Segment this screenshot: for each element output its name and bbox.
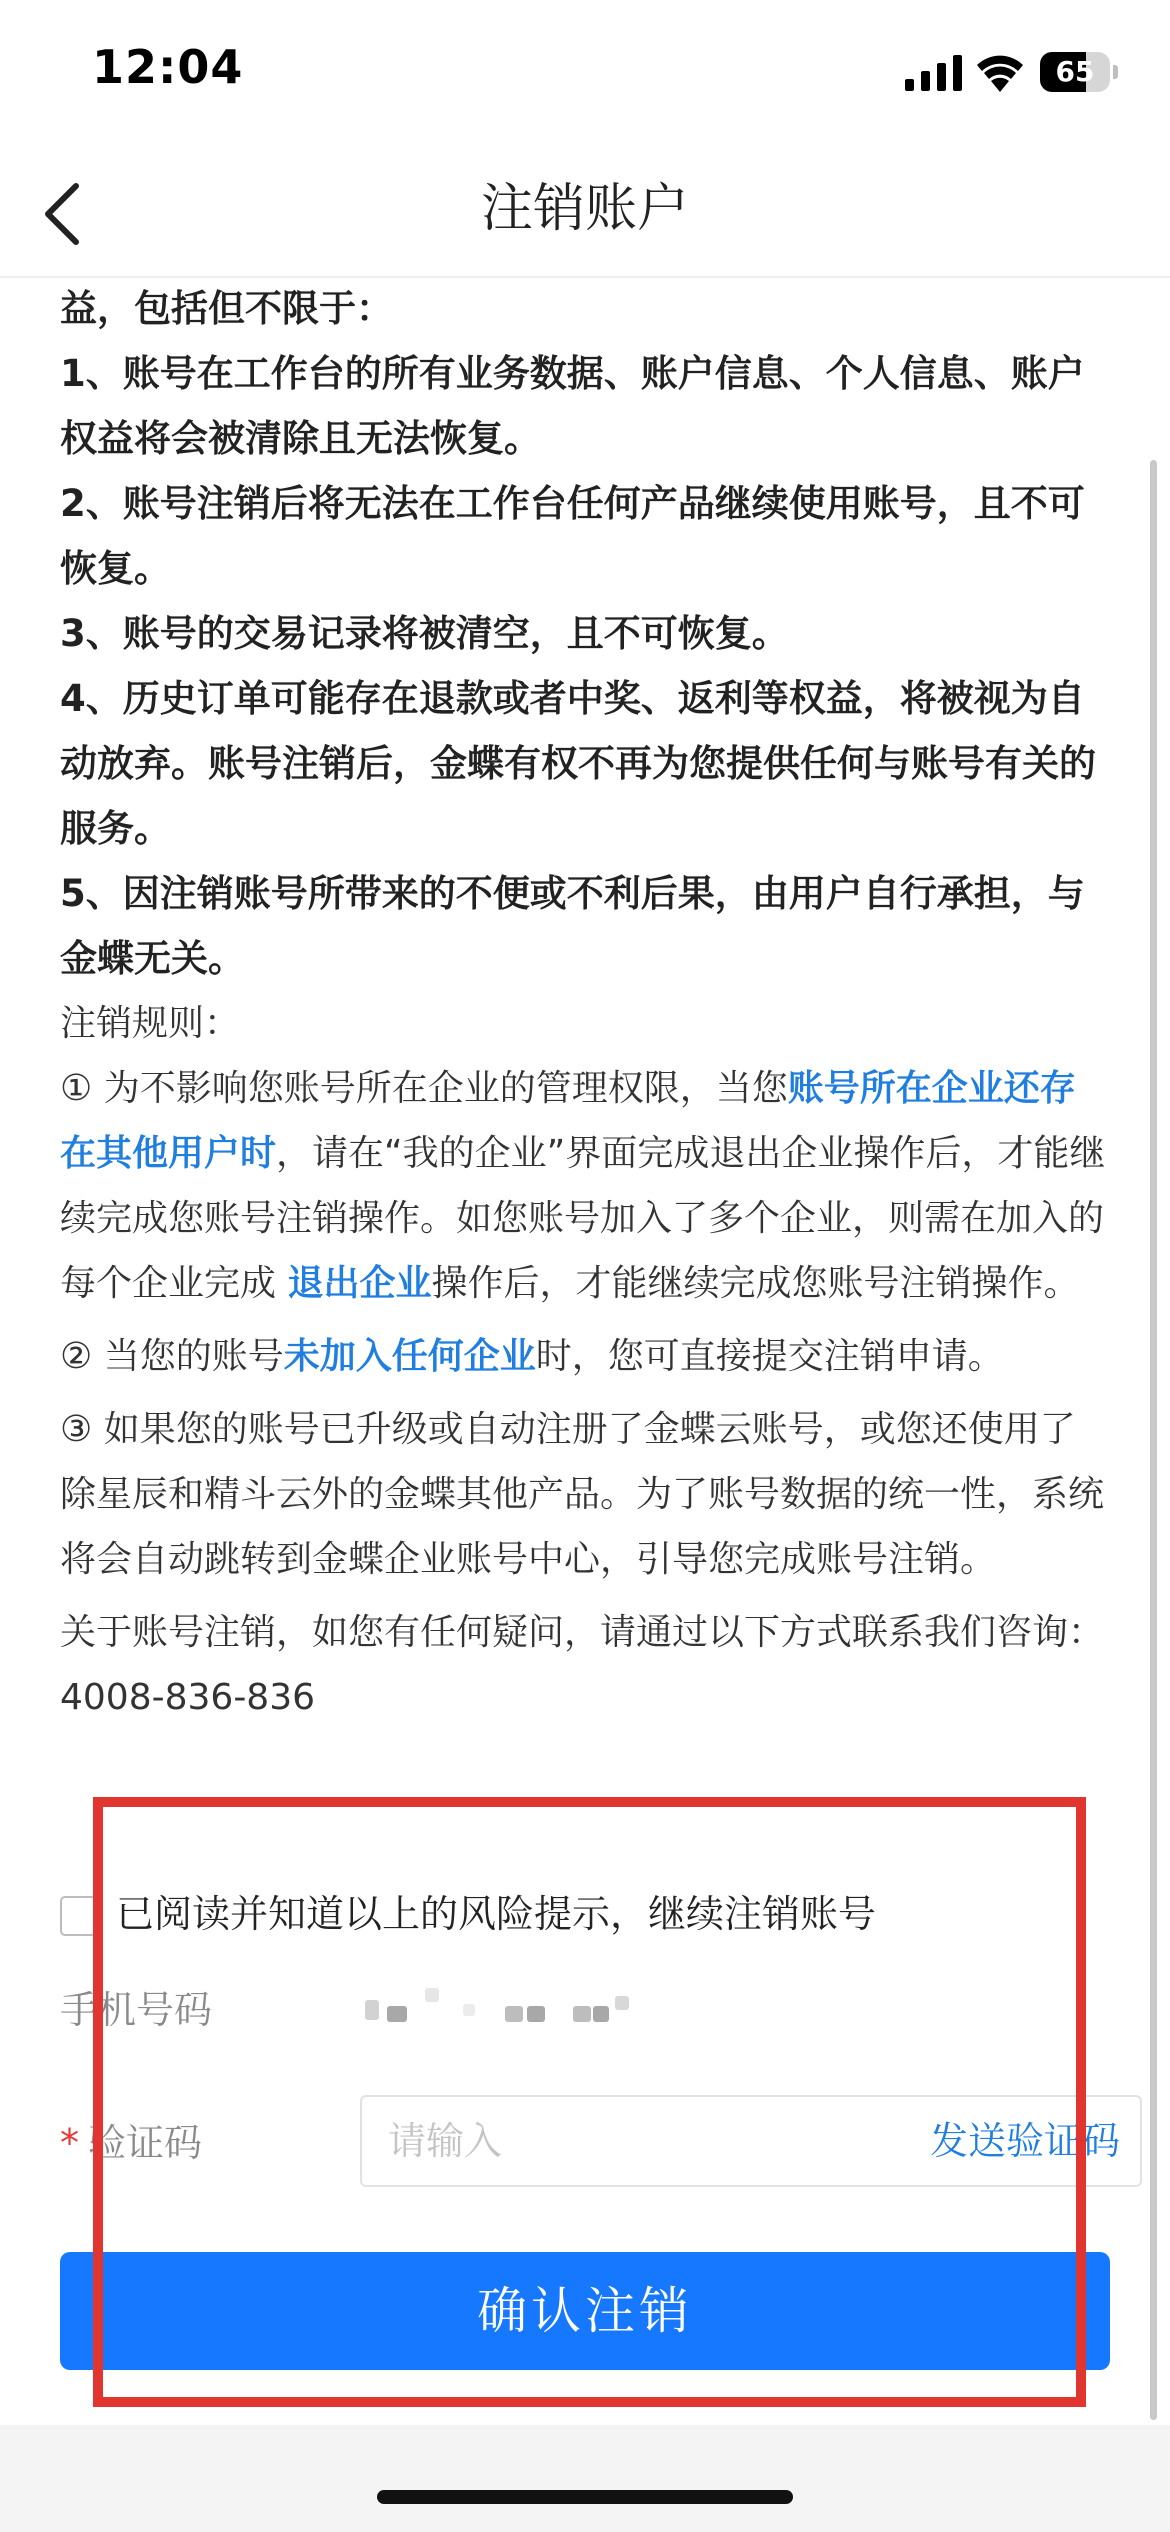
chevron-left-icon [30,174,110,254]
phone-label: 手机号码 [60,1988,213,2032]
agree-row[interactable] [60,1884,1060,1944]
page-title: 注销账户 [480,179,689,239]
bottom-area [0,2425,1170,2532]
battery-body [1040,52,1110,92]
battery-icon [1040,52,1118,92]
wifi-icon [975,50,1025,92]
status-bar [0,0,1170,150]
nav-bar [0,150,1170,278]
terms-content [60,276,1110,1730]
battery-tip [1113,65,1118,79]
home-indicator[interactable] [377,2490,793,2504]
rule-2-text-a: ② 当您的账号 [60,1336,284,1377]
rule-1 [60,1056,1110,1316]
verification-input-box [360,2095,1142,2187]
rule-1-text-b: ，请在“我的企业”界面完成退出企业操作后，才能继续完成您账号注销操作。如您账号加入了多个企业，则需在加入的每个企业完成 [60,1133,1106,1304]
status-time: 12:04 [92,40,244,94]
verification-row [60,2095,1140,2190]
confirm-cancel-button[interactable]: 确认注销 [60,2252,1110,2370]
terms-item-1: 1、账号在工作台的所有业务数据、账户信息、个人信息、账户权益将会被清除且无法恢复。 [60,352,1085,460]
other-users-link[interactable]: 账号所在企业还存在其他用户时 [60,1068,1076,1174]
send-code-button[interactable]: 发送验证码 [929,2119,1120,2163]
verification-code-input[interactable] [388,2111,828,2171]
contact-info: 关于账号注销，如您有任何疑问，请通过以下方式联系我们咨询：4008-836-836 [60,1612,1105,1718]
exit-enterprise-link[interactable]: 退出企业 [287,1263,432,1304]
intro-tail: 益，包括但不限于： [60,287,393,330]
verification-label: 验证码 [88,2121,203,2165]
rules-title: 注销规则： [60,1003,241,1044]
signal-icon [905,55,963,91]
rule-2-text-b: 时，您可直接提交注销申请。 [535,1336,1004,1377]
terms-item-4: 4、历史订单可能存在退款或者中奖、返利等权益，将被视为自动放弃。账号注销后，金蝶有权不再为您提供任何与账号有关的服务。 [60,677,1096,850]
agree-label[interactable]: 已阅读并知道以上的风险提示，继续注销账号 [116,1892,877,1936]
terms-item-3: 3、账号的交易记录将被清空，且不可恢复。 [60,612,789,655]
battery-level: 65 [1055,55,1095,88]
rule-3: ③ 如果您的账号已升级或自动注册了金蝶云账号，或您还使用了除星辰和精斗云外的金蝶其他产品。为了账号数据的统一性，系统将会自动跳转到金蝶企业账号中心，引导您完成账号注销。 [60,1409,1105,1580]
back-button[interactable] [30,174,110,254]
rule-2 [60,1324,1110,1389]
rule-1-text-a: ① 为不影响您账号所在企业的管理权限，当您 [60,1068,788,1109]
scrollbar[interactable] [1150,460,1157,2420]
required-mark: * [60,2121,79,2165]
rule-1-text-c: 操作后，才能继续完成您账号注销操作。 [431,1263,1080,1304]
terms-item-2: 2、账号注销后将无法在工作台任何产品继续使用账号，且不可恢复。 [60,482,1085,590]
masked-phone-number [365,1998,665,2028]
agree-checkbox[interactable] [60,1896,100,1936]
terms-item-5: 5、因注销账号所带来的不便或不利后果，由用户自行承担，与金蝶无关。 [60,872,1085,980]
phone-row [60,1970,1110,2050]
no-enterprise-link[interactable]: 未加入任何企业 [283,1336,536,1377]
